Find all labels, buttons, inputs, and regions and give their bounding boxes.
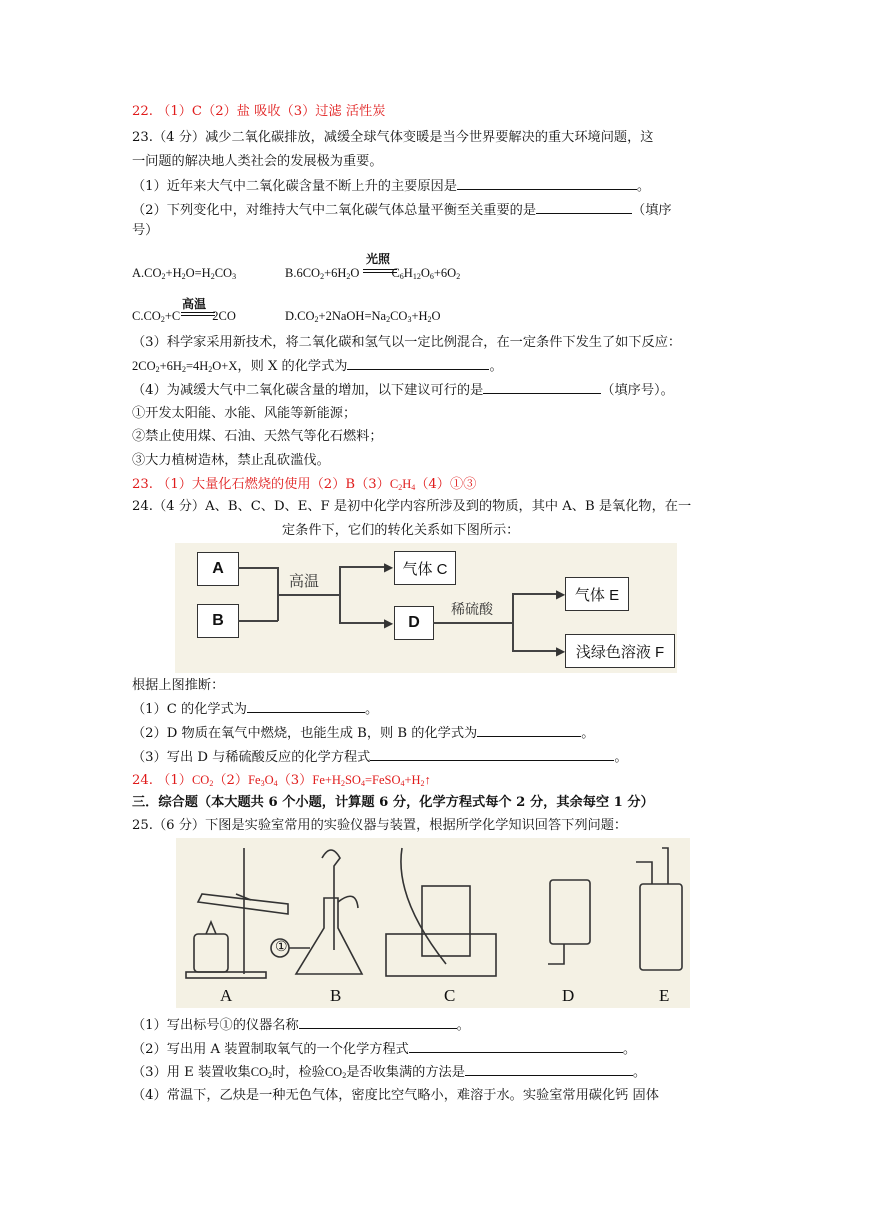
- q23-part2: （2）下列变化中，对维持大气中二氧化碳气体总量平衡至关重要的是 （填序: [132, 203, 672, 218]
- arrow-to-e: [512, 593, 560, 595]
- wire-d-out: [433, 622, 513, 624]
- e-bottle: [640, 884, 682, 970]
- q24-stem-line2: 定条件下，它们的转化关系如下图所示：: [282, 523, 520, 538]
- q24-part2: （2）D 物质在氧气中燃烧，也能生成 B，则 B 的化学式为 。: [132, 726, 595, 741]
- q23-option-c: $C.CO_2+C$ 2CO: [132, 309, 236, 324]
- condition-dilute-h2so4: 稀硫酸: [451, 602, 493, 618]
- a-stand-base: [186, 972, 266, 978]
- c-tube: [401, 848, 446, 964]
- q23-part1: （1）近年来大气中二氧化碳含量不断上升的主要原因是 。: [132, 179, 651, 194]
- condition-high-temp: 高温: [289, 572, 320, 590]
- arrow-to-c: [339, 566, 389, 568]
- q25-part1: （1）写出标号①的仪器名称 。: [132, 1018, 470, 1033]
- q25-part4: （4）常温下，乙炔是一种无色气体，密度比空气略小，难溶于水。实验室常用碳化钙 固体: [132, 1088, 659, 1103]
- node-f: 浅绿色溶液 F: [565, 634, 675, 668]
- node-e: 气体 E: [565, 577, 629, 611]
- q23-option-c-arrow: [181, 312, 215, 316]
- arrowhead-e: ▶: [556, 587, 566, 601]
- wire-b: [238, 620, 278, 622]
- a-flame: [206, 922, 216, 934]
- label-e: E: [659, 986, 670, 1005]
- wire-split-vertical: [339, 566, 341, 623]
- q24-part3: （3）写出 D 与稀硫酸反应的化学方程式 。: [132, 750, 628, 765]
- e-tube-left: [636, 862, 652, 884]
- c-trough: [386, 934, 496, 976]
- q23-option-b-arrow: [363, 269, 397, 273]
- b-delivery-tube: [338, 896, 358, 908]
- q23-part4: （4）为减缓大气中二氧化碳含量的增加，以下建议可行的是 （填序号）。: [132, 383, 674, 398]
- arrow-to-d: [339, 622, 389, 624]
- q23-option-c-condition: 高温: [182, 297, 207, 311]
- q23-suggestion-2: ②禁止使用煤、石油、天然气等化石燃料；: [132, 429, 383, 444]
- q23-stem-line1: 23.（4 分）减少二氧化碳排放，减缓全球气体变暖是当今世界要解决的重大环境问题，这: [132, 130, 654, 145]
- label-a: A: [220, 986, 233, 1005]
- q25-stem: 25.（6 分）下图是实验室常用的实验仪器与装置，根据所学化学知识回答下列问题：: [132, 818, 628, 833]
- q25-marker-1: ①: [275, 939, 288, 955]
- node-a: A: [197, 552, 239, 586]
- q23-suggestion-1: ①开发太阳能、水能、风能等新能源；: [132, 406, 357, 421]
- node-b: B: [197, 604, 239, 638]
- d-tube: [548, 944, 564, 964]
- q23-part2-cont: 号）: [132, 223, 159, 238]
- q23-suggestion-3: ③大力植树造林，禁止乱砍滥伐。: [132, 453, 330, 468]
- q23-option-a: $A.CO_2+H_2O=H_2CO_3$: [132, 266, 237, 281]
- label-d: D: [562, 986, 575, 1005]
- d-bottle: [550, 880, 590, 944]
- node-c: 气体 C: [394, 551, 456, 585]
- q24-answer: 24. $(1)CO_2(2)Fe_3O_4(3)Fe+H_2SO_4=FeSO_4+H_2↑$: [132, 773, 431, 788]
- q23-answer: 23. （1）大量化石燃烧的使用$(2)B(3)C_2H_4(4)①③$: [132, 477, 477, 492]
- q23-part3-line1: （3）科学家采用新技术，将二氧化碳和氢气以一定比例混合，在一定条件下发生了如下反应：: [132, 335, 682, 350]
- arrowhead-f: ▶: [556, 644, 566, 658]
- q23-stem-line2: 一问题的解决地人类社会的发展极为重要。: [132, 154, 383, 169]
- wire-to-split: [277, 594, 339, 596]
- wire-a: [238, 567, 278, 569]
- a-alcohol-lamp: [194, 934, 228, 972]
- q23-option-b-condition: 光照: [366, 252, 391, 266]
- q23-part3-line2: $2CO_2+6H_2=4H_2O+X$，则 X 的化学式为 。: [132, 359, 503, 374]
- wire-d-split: [512, 593, 514, 651]
- label-c: C: [444, 986, 456, 1005]
- q23-option-b: $B.6CO_2+6H_2O$ $C_6H_{12}O_6+6O_2$: [285, 266, 461, 281]
- q25-part3: （3）用 E 装置收集$CO_2$时，检验$CO_2$是否收集满的方法是 。: [132, 1065, 647, 1080]
- arrowhead-c: ▶: [384, 560, 394, 574]
- q24-infer: 根据上图推断：: [132, 678, 225, 693]
- q22-answer: 22. （1）C（2）盐 吸收（3）过滤 活性炭: [132, 104, 386, 119]
- c-gas-bottle: [422, 886, 470, 956]
- arrow-to-f: [512, 650, 560, 652]
- node-d: D: [394, 606, 434, 640]
- e-tube-right: [662, 848, 668, 884]
- label-b: B: [330, 986, 342, 1005]
- q25-part2: （2）写出用 A 装置制取氧气的一个化学方程式 。: [132, 1042, 637, 1057]
- q23-option-d: $D.CO_2+2NaOH=Na_2CO_3+H_2O$: [285, 309, 441, 324]
- q24-stem-line1: 24.（4 分）A、B、C、D、E、F 是初中化学内容所涉及到的物质，其中 A、B 是氧化物，在一: [132, 499, 692, 514]
- q25-apparatus-drawing: [176, 838, 690, 988]
- arrowhead-d: ▶: [384, 616, 394, 630]
- q24-part1: （1）C 的化学式为 。: [132, 702, 379, 717]
- b-flask: [296, 898, 362, 974]
- section-3-heading: 三．综合题（本大题共 6 个小题，计算题 6 分，化学方程式每个 2 分，其余每空 1 分）: [132, 795, 654, 810]
